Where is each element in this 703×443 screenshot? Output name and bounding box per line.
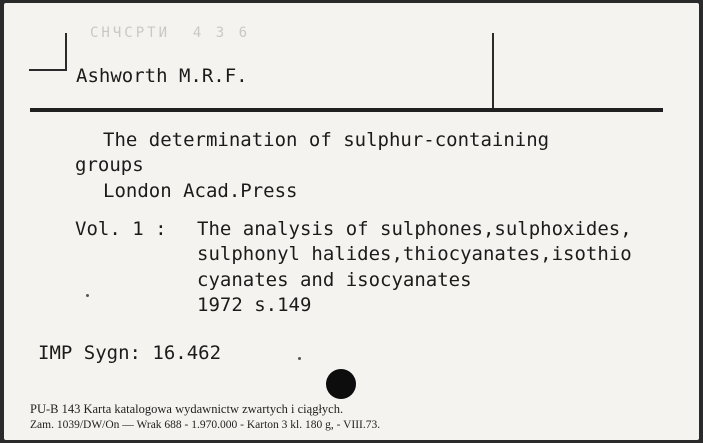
header-rule <box>30 108 663 112</box>
volume-label: Vol. 1 : <box>75 218 167 240</box>
volume-line-1: The analysis of sulphones,sulphoxides, <box>197 218 632 240</box>
signature: IMP Sygn: 16.462 <box>38 342 222 364</box>
title-line-1: The determination of sulphur-containing <box>103 129 550 151</box>
punch-hole <box>326 369 356 399</box>
stray-mark <box>298 357 301 360</box>
footer-line-2: Zam. 1039/DW/On — Wrak 688 - 1.970.000 - Karton 3 kl. 180 g, - VIII.73. <box>30 419 381 431</box>
volume-year-pages: 1972 s.149 <box>197 294 312 316</box>
bracket-horizontal <box>29 69 67 71</box>
title-line-2: groups <box>75 154 144 176</box>
footer-line-1: PU-B 143 Karta katalogowa wydawnictw zwartych i ciągłych. <box>30 402 344 416</box>
stray-mark <box>86 294 89 297</box>
header-divider <box>492 33 494 109</box>
volume-line-2: sulphonyl halides,thiocyanates,isothio <box>197 243 632 265</box>
bracket-vertical <box>65 33 67 71</box>
publisher: London Acad.Press <box>103 180 298 202</box>
faint-header-stamp: СНЧСРТИ 4 3 6 <box>90 25 251 41</box>
volume-line-3: cyanates and isocyanates <box>197 269 472 291</box>
catalog-card <box>4 3 699 440</box>
author-name: Ashworth M.R.F. <box>76 65 248 87</box>
